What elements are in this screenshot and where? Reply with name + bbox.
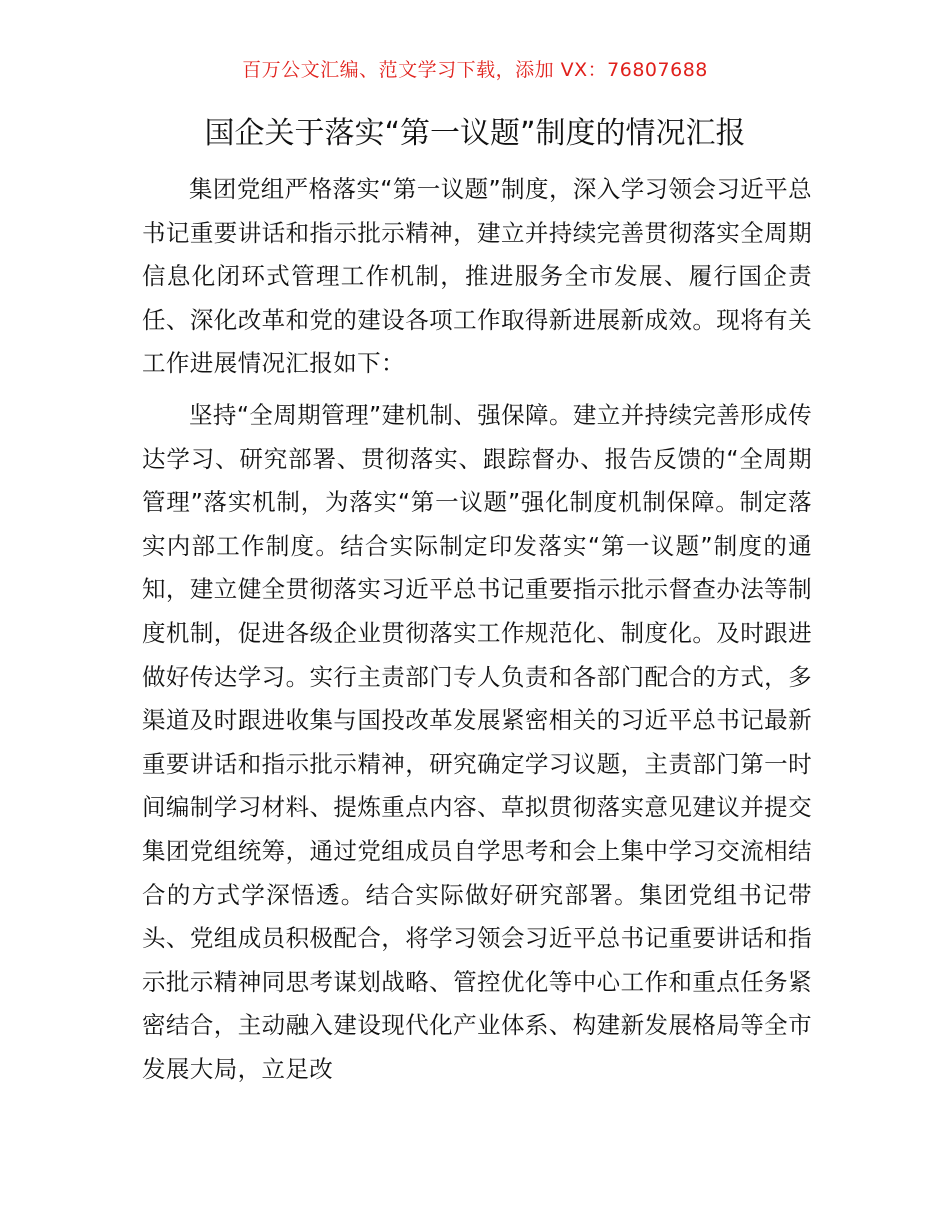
document-body bbox=[142, 168, 812, 1091]
watermark-header-note: 百万公文汇编、范文学习下载，添加 VX：76807688 bbox=[242, 59, 708, 81]
body-paragraph-mechanism: 坚持“全周期管理”建机制、强保障。建立并持续完善形成传达学习、研究部署、贯彻落实、跟踪督办、报告反馈的“全周期管理”落实机制，为落实“第一议题”强化制度机制保障。制定落实内部工作制度。结合实际制定印发落实“第一议题”制度的通知，建立健全贯彻落实习近平总书记重要指示批示督查办法等制度机制，促进各级企业贯彻落实工作规范化、制度化。及时跟进做好传达学习。实行主责部门专人负责和各部门配合的方式，多渠道及时跟进收集与国投改革发展紧密相关的习近平总书记最新重要讲话和指示批示精神，研究确定学习议题，主责部门第一时间编制学习材料、提炼重点内容、草拟贯彻落实意见建议并提交集团党组统筹，通过党组成员自学思考和会上集中学习交流相结合的方式学深悟透。结合实际做好研究部署。集团党组书记带头、党组成员积极配合，将学习领会习近平总书记重要讲话和指示批示精神同思考谋划战略、管控优化等中心工作和重点任务紧密结合，主动融入建设现代化产业体系、构建新发展格局等全市发展大局，立足改 bbox=[142, 400, 812, 1083]
body-paragraph-intro: 集团党组严格落实“第一议题”制度，深入学习领会习近平总书记重要讲话和指示批示精神，建立并持续完善贯彻落实全周期信息化闭环式管理工作机制，推进服务全市发展、履行国企责任、深化改革和党的建设各项工作取得新进展新成效。现将有关工作进展情况汇报如下： bbox=[142, 175, 812, 378]
document-title: 国企关于落实“第一议题”制度的情况汇报 bbox=[204, 116, 746, 151]
